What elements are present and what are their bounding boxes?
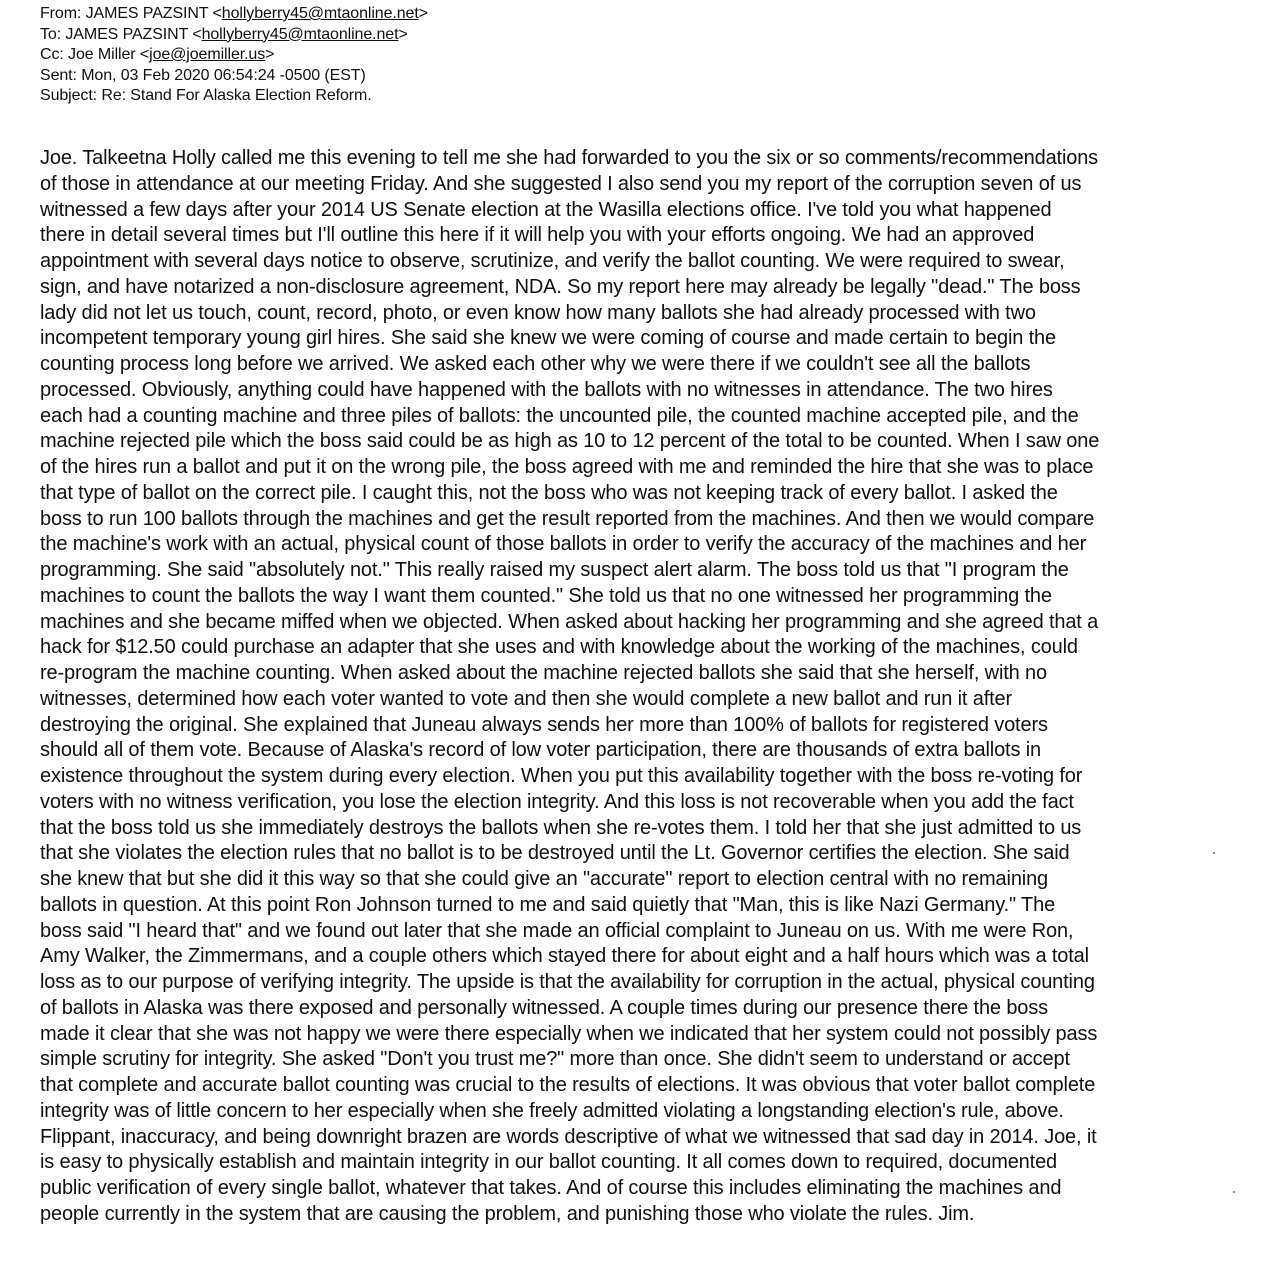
body-line: witnessed a few days after your 2014 US Senate election at the Wasilla elections office. I've told you what happened [40,198,1052,221]
body-line: people currently in the system that are causing the problem, and punishing those who violate the rules. Jim. [40,1202,975,1225]
body-line: witnesses, determined how each voter wanted to vote and then she would complete a new ballot and run it after [40,687,1013,710]
body-line: the machine's work with an actual, physical count of those ballots in order to verify the accuracy of the machines and her [40,533,1087,556]
to-email: hollyberry45@mtaonline.net [201,25,399,43]
body-line: made it clear that she was not happy we were there especially when we indicated that her system could not possibly pass [40,1022,1098,1045]
body-line: that complete and accurate ballot counting was crucial to the results of elections. It was obvious that voter ballot complete [40,1074,1096,1096]
body-line: machine rejected pile which the boss said could be as high as 10 to 12 percent of the total to be counted. When I saw one [40,430,1100,453]
body-line: simple scrutiny for integrity. She asked "Don't you trust me?" more than once. She didn't seem to understand or accept [40,1048,1070,1071]
to-line [40,25,740,46]
to-end: > [398,25,408,43]
body-line: integrity was of little concern to her especially when she freely admitted violating a longstanding election's rule, above. [40,1099,1064,1122]
body-line: of those in attendance at our meeting Friday. And she suggested I also send you my report of the corruption seven of us [40,172,1082,195]
body-line: Flippant, inaccuracy, and being downright brazen are words descriptive of what we witnessed that sad day in 2014. Joe, it [40,1125,1097,1148]
body-line: programming. She said "absolutely not." This really raised my suspect alert alarm. The boss told us that "I program the [40,559,1069,581]
body-line: boss to run 100 ballots through the machines and get the result reported from the machines. And then we would compare [40,507,1095,530]
body-line: that type of ballot on the correct pile. I caught this, not the boss who was not keeping track of every ballot. I asked the [40,481,1058,504]
body-line: lady did not let us touch, count, record, photo, or even know how many ballots she had already processed with two [40,301,1036,324]
body-line: machines and she became miffed when we objected. When asked about hacking her programming and she agreed that a [40,610,1099,633]
body-line: appointment with several days notice to observe, scrutinize, and verify the ballot counting. We were required to swear, [40,250,1065,272]
cc-label: Cc: Joe Miller < [40,46,150,63]
from-email: hollyberry45@mtaonline.net [221,5,419,22]
from-line [40,4,740,25]
body-line: should all of them vote. Because of Alaska's record of low voter participation, there are thousands of extra ballots in [40,739,1041,762]
email-header [40,4,740,107]
body-line: Amy Walker, the Zimmermans, and a couple others which stayed there for about eight and a half hours which was a total [40,945,1089,968]
body-line: each had a counting machine and three piles of ballots: the uncounted pile, the counted machine accepted pile, and the [40,404,1079,427]
body-line: loss as to our purpose of verifying integrity. The upside is that the availability for corruption in the actual, physical counting [40,971,1095,993]
body-line: destroying the original. She explained that Juneau always sends her more than 100% of ballots for registered voters [40,713,1048,736]
body-line: voters with no witness verification, you lose the election integrity. And this loss is not recoverable when you add the fact [40,790,1074,813]
from-label: From: JAMES PAZSINT < [40,5,222,22]
sent-line: Sent: Mon, 03 Feb 2020 06:54:24 -0500 (EST) [40,66,366,84]
body-line: of the hires run a ballot and put it on the wrong pile, the boss agreed with me and reminded the hire that she was to place [40,456,1094,478]
cc-end: > [265,46,275,63]
body-line: that the boss told us she immediately destroys the ballots when she re-votes them. I told her that she just admitted to us [40,816,1082,839]
body-line: incompetent temporary young girl hires. She said she knew we were coming of course and made certain to begin the [40,327,1056,350]
body-line: re-program the machine counting. When asked about the machine rejected ballots she said that she herself, with no [40,662,1047,684]
body-line: of ballots in Alaska was there exposed and personally witnessed. A couple times during our presence there the boss [40,996,1048,1019]
body-line: that she violates the election rules that no ballot is to be destroyed until the Lt. Governor certifies the election. She said [40,842,1070,865]
body-line: existence throughout the system during every election. When you put this availability together with the boss re-voting for [40,765,1083,787]
scan-speck [1213,852,1215,854]
body-line: there in detail several times but I'll outline this here if it will help you with your efforts ongoing. We had an approved [40,224,1035,247]
body-line: processed. Obviously, anything could have happened with the ballots with no witnesses in attendance. The two hires [40,378,1053,401]
body-line: sign, and have notarized a non-disclosure agreement, NDA. So my report here may already be legally "dead." The boss [40,275,1081,298]
cc-email: joe@joemiller.us [149,46,266,63]
cc-line [40,45,740,66]
body-line: machines to count the ballots the way I want them counted." She told us that no one witnessed her programming the [40,584,1052,607]
body-line: ballots in question. At this point Ron Johnson turned to me and said quietly that "Man, this is like Nazi Germany." The [40,893,1056,916]
from-end: > [418,5,428,22]
body-line: public verification of every single ballot, whatever that takes. And of course this includes eliminating the machines and [40,1177,1062,1199]
to-label: To: JAMES PAZSINT < [40,25,202,43]
body-line: is easy to physically establish and maintain integrity in our ballot counting. It all comes down to required, documented [40,1151,1058,1174]
body-line: she knew that but she did it this way so that she could give an "accurate" report to election central with no remaining [40,868,1049,890]
body-line: boss said "I heard that" and we found out later that she made an official complaint to Juneau on us. With me were Ron, [40,919,1074,942]
body-line: counting process long before we arrived. We asked each other why we were there if we couldn't see all the ballots [40,353,1031,375]
subject-line: Subject: Re: Stand For Alaska Election Reform. [40,87,372,104]
email-body [40,146,1255,1228]
body-line: Joe. Talkeetna Holly called me this evening to tell me she had forwarded to you the six or so comments/recommendations [40,147,1099,169]
body-line: hack for $12.50 could purchase an adapter that she uses and with knowledge about the working of the machines, could [40,636,1078,659]
scan-speck [1233,1191,1235,1193]
